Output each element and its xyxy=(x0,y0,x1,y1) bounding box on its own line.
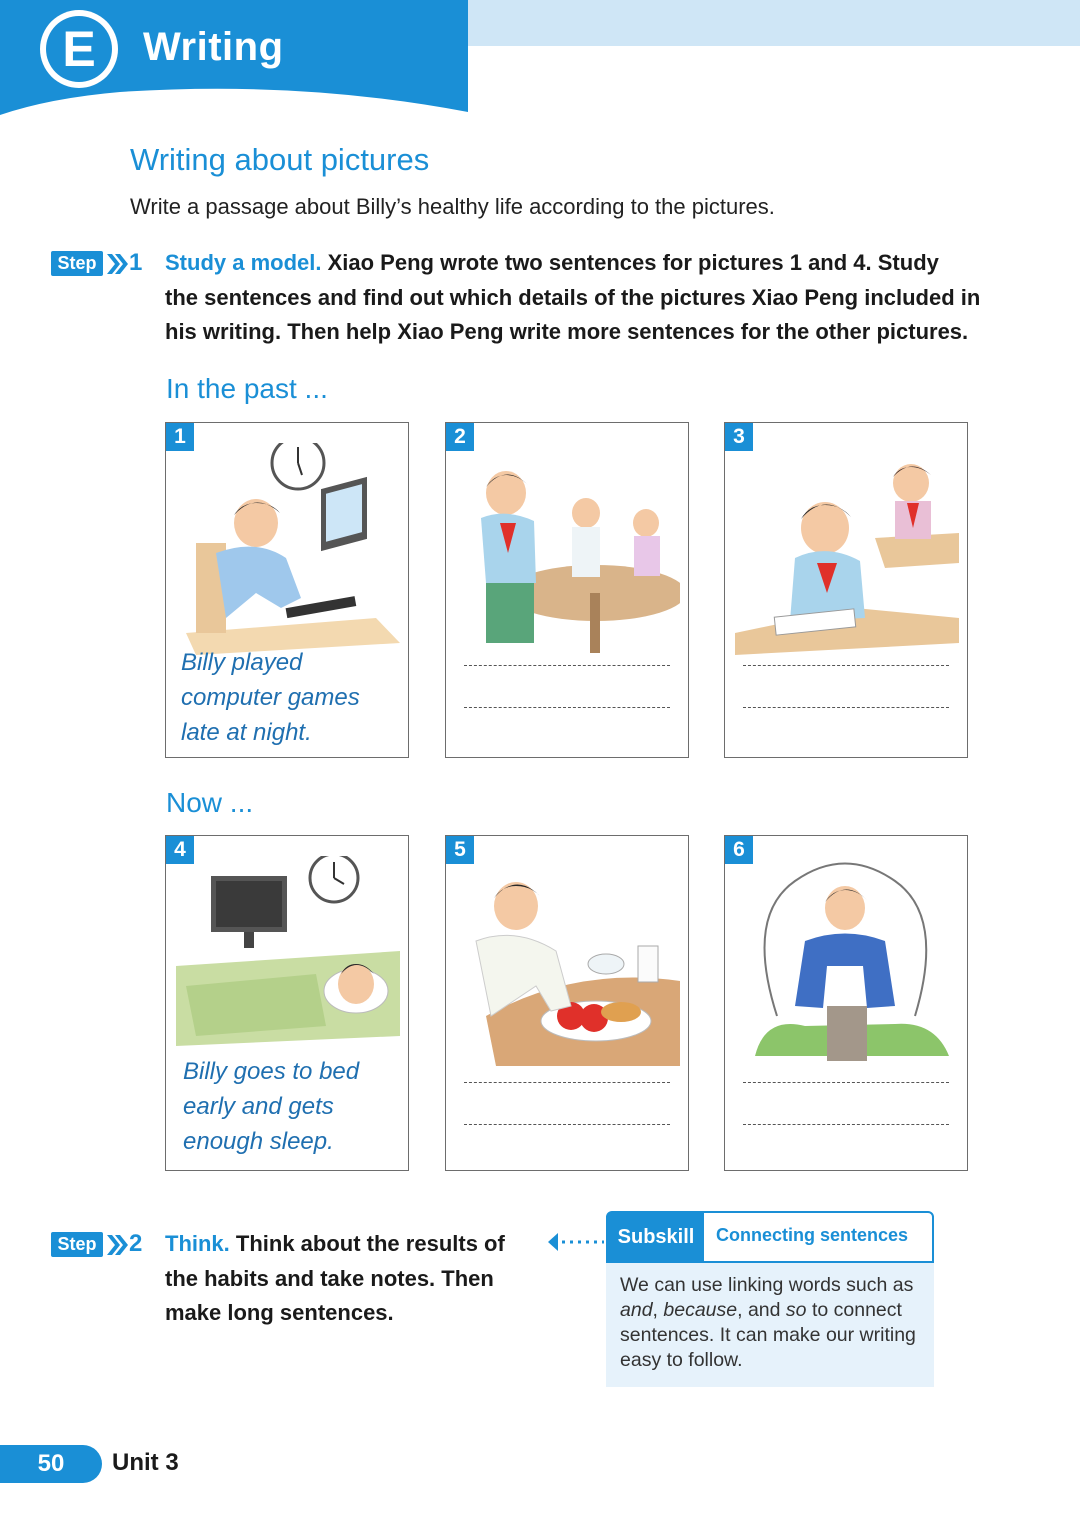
step2-line-3: make long sentences. xyxy=(165,1300,394,1325)
picture-card-2 xyxy=(445,422,689,758)
step-label: Step xyxy=(51,251,103,276)
caption-line: computer games xyxy=(181,684,360,711)
now-heading: Now ... xyxy=(166,787,254,818)
page-number: 50 xyxy=(0,1445,102,1483)
answer-line xyxy=(464,665,670,666)
step2-line-1 xyxy=(165,1227,545,1262)
answer-line xyxy=(464,707,670,708)
boy-sleepy-in-class-illustration xyxy=(735,443,959,655)
card-number: 5 xyxy=(446,836,474,864)
caption-line: Billy goes to bed xyxy=(183,1058,360,1085)
step1-instructions xyxy=(165,246,995,350)
caption-line: Billy played xyxy=(181,649,303,676)
caption-line: enough sleep. xyxy=(183,1128,334,1155)
picture-card-6 xyxy=(724,835,968,1171)
boy-sleeping-illustration xyxy=(176,856,400,1068)
card-caption xyxy=(181,645,401,750)
linking-word: so xyxy=(785,1299,807,1321)
step1-line-2: the sentences and find out which details of the pictures Xiao Peng included in xyxy=(165,284,981,310)
boy-skipping-rope-illustration xyxy=(735,856,959,1068)
step2-instructions xyxy=(165,1227,545,1331)
dotted-arrow-icon xyxy=(546,1230,606,1254)
subskill-text: , xyxy=(652,1299,664,1321)
subskill-text: , and xyxy=(737,1299,786,1321)
answer-line xyxy=(743,1124,949,1125)
subskill-line xyxy=(620,1273,920,1298)
subskill-box xyxy=(606,1211,934,1387)
answer-line xyxy=(743,665,949,666)
subskill-text: sentences. It can make our writing xyxy=(620,1324,916,1346)
step2-line-1-text: Think about the results of xyxy=(235,1231,505,1256)
subskill-text: to connect xyxy=(806,1299,902,1321)
answer-line xyxy=(743,1082,949,1083)
section-subtitle: Write a passage about Billy’s healthy life according to the pictures. xyxy=(130,194,775,219)
card-number: 4 xyxy=(166,836,194,864)
step1-line-3: his writing. Then help Xiao Peng write more sentences for the other pictures. xyxy=(165,319,969,344)
section-title: Writing about pictures xyxy=(130,142,430,177)
subskill-text: We can use linking words such as xyxy=(620,1274,914,1296)
step-label: Step xyxy=(51,1232,103,1257)
picture-card-1 xyxy=(165,422,409,758)
caption-line: early and gets xyxy=(183,1093,334,1120)
header-light-strip xyxy=(468,0,1080,46)
linking-word: and xyxy=(620,1299,653,1321)
card-number: 1 xyxy=(166,423,194,451)
answer-line xyxy=(743,707,949,708)
subskill-tab: Subskill xyxy=(608,1213,704,1261)
step2-line-2: the habits and take notes. Then xyxy=(165,1265,494,1291)
picture-card-4 xyxy=(165,835,409,1171)
step2-lead: Think. xyxy=(165,1231,230,1256)
double-chevron-icon xyxy=(105,1232,129,1258)
subskill-header xyxy=(606,1211,934,1263)
card-number: 6 xyxy=(725,836,753,864)
caption-line: late at night. xyxy=(181,719,312,746)
step1-line-1 xyxy=(165,246,995,281)
past-heading: In the past ... xyxy=(166,373,328,404)
subskill-line xyxy=(620,1298,920,1323)
boy-eating-breakfast-illustration xyxy=(456,856,680,1068)
unit-label: Unit 3 xyxy=(112,1449,179,1476)
linking-word: because xyxy=(663,1299,738,1321)
boy-at-computer-illustration xyxy=(176,443,400,655)
section-letter: E xyxy=(46,16,112,82)
subskill-body xyxy=(606,1263,934,1387)
step1-line-1-text: Xiao Peng wrote two sentences for pictures 1 and 4. Study xyxy=(327,250,939,275)
step1-lead: Study a model. xyxy=(165,250,322,275)
step1-number: 1 xyxy=(129,249,143,276)
answer-line xyxy=(464,1082,670,1083)
card-caption xyxy=(183,1054,403,1159)
subskill-label: Connecting sentences xyxy=(716,1225,909,1245)
double-chevron-icon xyxy=(105,251,129,277)
subskill-line xyxy=(620,1348,920,1373)
header-title: Writing xyxy=(143,25,284,69)
picture-card-3 xyxy=(724,422,968,758)
subskill-text: easy to follow. xyxy=(620,1349,743,1371)
boy-late-to-breakfast-illustration xyxy=(456,443,680,655)
picture-card-5 xyxy=(445,835,689,1171)
card-number: 2 xyxy=(446,423,474,451)
card-number: 3 xyxy=(725,423,753,451)
subskill-line xyxy=(620,1323,920,1348)
step2-number: 2 xyxy=(129,1230,143,1257)
answer-line xyxy=(464,1124,670,1125)
